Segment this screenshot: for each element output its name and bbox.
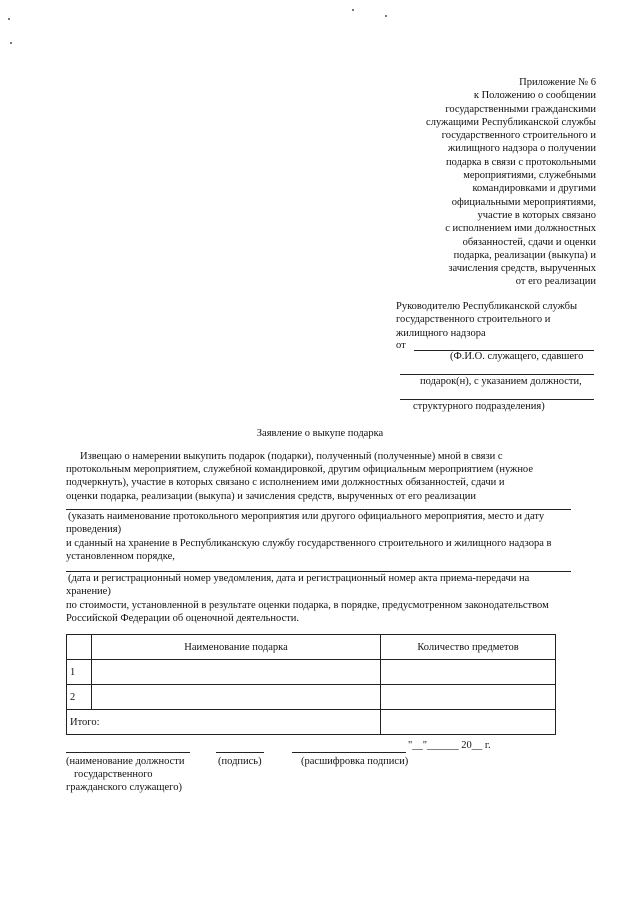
statement-paragraph-2 [66, 537, 571, 563]
table-header-row [67, 635, 556, 660]
paragraph-line: Извещаю о намерении выкупить подарок (подарки), полученный (полученные) мной в связи с [80, 451, 503, 462]
table-cell-quantity[interactable] [381, 685, 556, 710]
position-label-line: гражданского служащего) [66, 782, 182, 793]
appendix-line: государственными гражданскими [445, 103, 596, 115]
position-label-line: государственного [74, 769, 153, 780]
appendix-line: подарка в связи с протокольными [446, 156, 596, 168]
position-signature-field[interactable] [66, 752, 190, 753]
paragraph-line: Российской Федерации об оценочной деятельности. [66, 613, 300, 625]
registration-hint-cont: хранение) [66, 586, 111, 597]
gifts-table [66, 634, 556, 735]
table-header-cell: Количество предметов [381, 635, 556, 660]
appendix-line: командировками и другими [472, 183, 596, 195]
addressee-line: жилищного надзора [396, 327, 486, 339]
addressee-line: Руководителю Республиканской службы [396, 301, 578, 312]
appendix-line: официальными мероприятиями, [451, 196, 596, 208]
table-header-cell [67, 635, 92, 660]
appendix-line: служащими Республиканской службы [426, 116, 596, 128]
event-field[interactable] [66, 509, 571, 510]
event-hint-cont: проведения) [66, 524, 122, 535]
signature-label: (подпись) [218, 756, 262, 767]
appendix-line: от его реализации [515, 276, 596, 288]
from-department-field[interactable] [400, 399, 594, 400]
from-label: от [396, 340, 406, 351]
paragraph-line: установленном порядке, [66, 551, 175, 563]
date-field[interactable]: "__"______ 20__ г. [408, 740, 491, 751]
appendix-line: государственного строительного и [441, 130, 596, 142]
addressee-block [396, 300, 596, 340]
event-hint: (указать наименование протокольного мероприятия или другого официального мероприятия, место и дату [68, 511, 545, 522]
table-header-cell: Наименование подарка [92, 635, 381, 660]
registration-field[interactable] [66, 571, 571, 572]
statement-paragraph-1 [66, 450, 571, 503]
paragraph-line: подчеркнуть), участие в которых связано с исполнением ими должностных обязанностей, сдачи и [66, 477, 505, 489]
decoding-field[interactable] [292, 752, 406, 753]
appendix-line: Приложение № 6 [519, 77, 596, 88]
addressee-line: государственного строительного и [396, 314, 551, 326]
appendix-line: мероприятиями, служебными [463, 170, 596, 182]
table-row [67, 685, 556, 710]
table-cell-name[interactable] [92, 685, 381, 710]
appendix-header [400, 76, 596, 289]
paragraph-line: по стоимости, установленной в результате оценки подарка, в порядке, предусмотренном законодательством [66, 600, 549, 611]
scan-speck [8, 18, 10, 20]
registration-hint: (дата и регистрационный номер уведомления, дата и регистрационный номер акта приема-передачи на [68, 573, 530, 584]
appendix-line: зачисления средств, вырученных [448, 263, 596, 275]
appendix-line: жилищного надзора о получении [447, 143, 596, 155]
appendix-line: к Положению о сообщении [473, 90, 596, 102]
from-hint-position: подарок(н), с указанием должности, [420, 376, 582, 387]
scan-speck [10, 42, 12, 44]
statement-title: Заявление о выкупе подарка [256, 428, 384, 439]
statement-paragraph-3 [66, 599, 571, 625]
appendix-line: подарка, реализации (выкупа) и [453, 249, 596, 261]
appendix-line: обязанностей, сдачи и оценки [462, 236, 596, 248]
table-total-label: Итого: [67, 710, 381, 735]
table-cell-number: 2 [67, 685, 92, 710]
table-cell-number: 1 [67, 660, 92, 685]
table-total-row [67, 710, 556, 735]
table-row [67, 660, 556, 685]
paragraph-line: протокольным мероприятием, служебной командировкой, другим официальным мероприятием (нужное [66, 464, 533, 476]
paragraph-line: и сданный на хранение в Республиканскую службу государственного строительного и жилищного надзора в [66, 538, 552, 549]
appendix-line: участие в которых связано [477, 209, 596, 221]
table-cell-name[interactable] [92, 660, 381, 685]
signature-field[interactable] [216, 752, 264, 753]
from-hint-department: структурного подразделения) [413, 401, 545, 412]
scan-speck [385, 15, 387, 17]
table-cell-quantity[interactable] [381, 660, 556, 685]
position-label-line: (наименование должности [66, 756, 185, 767]
paragraph-line: оценки подарка, реализации (выкупа) и зачисления средств, вырученных от его реализации [66, 490, 476, 502]
scan-speck [352, 9, 354, 11]
appendix-line: с исполнением ими должностных [445, 223, 596, 235]
from-hint-fio: (Ф.И.О. служащего, сдавшего [450, 351, 584, 362]
decoding-label: (расшифровка подписи) [301, 756, 409, 767]
from-position-field[interactable] [400, 374, 594, 375]
table-total-value[interactable] [381, 710, 556, 735]
